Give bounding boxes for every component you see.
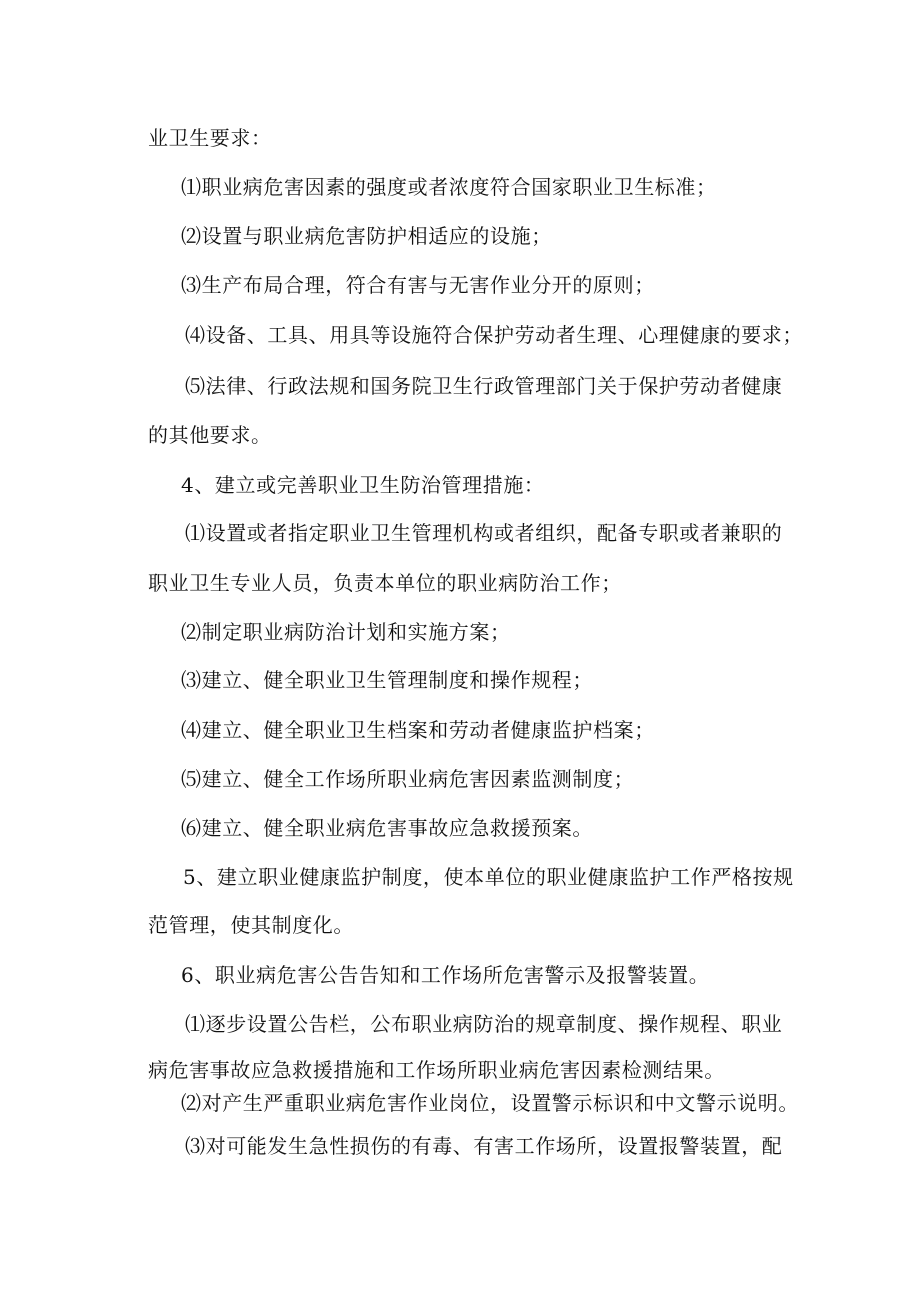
- text-line-1: 业卫生要求：: [148, 126, 272, 150]
- text-line-22: ⑶对可能发生急性损伤的有毒、有害工作场所，设置报警装置，配: [185, 1134, 783, 1158]
- text-line-10: 职业卫生专业人员，负责本单位的职业病防治工作；: [148, 571, 622, 595]
- text-line-4: ⑶生产布局合理，符合有害与无害作业分开的原则；: [181, 273, 655, 297]
- text-line-18: 6、职业病危害公告告知和工作场所危害警示及报警装置。: [181, 963, 710, 987]
- text-line-3: ⑵设置与职业病危害防护相适应的设施；: [181, 224, 552, 248]
- text-line-9: ⑴设置或者指定职业卫生管理机构或者组织，配备专职或者兼职的: [185, 521, 783, 545]
- text-line-8: 4、建立或完善职业卫生防治管理措施：: [181, 473, 545, 497]
- text-line-15: ⑹建立、健全职业病危害事故应急救援预案。: [181, 816, 593, 840]
- text-line-5: ⑷设备、工具、用具等设施符合保护劳动者生理、心理健康的要求；: [185, 323, 803, 347]
- text-line-12: ⑶建立、健全职业卫生管理制度和操作规程；: [181, 668, 593, 692]
- text-line-20: 病危害事故应急救援措施和工作场所职业病危害因素检测结果。: [148, 1058, 725, 1082]
- text-line-6: ⑸法律、行政法规和国务院卫生行政管理部门关于保护劳动者健康: [185, 374, 783, 398]
- text-line-17: 范管理，使其制度化。: [148, 913, 354, 937]
- text-line-16: 5、建立职业健康监护制度，使本单位的职业健康监护工作严格按规: [183, 865, 794, 889]
- text-line-19: ⑴逐步设置公告栏，公布职业病防治的规章制度、操作规程、职业: [185, 1012, 783, 1036]
- text-line-14: ⑸建立、健全工作场所职业病危害因素监测制度；: [181, 767, 635, 791]
- text-line-21: ⑵对产生严重职业病危害作业岗位，设置警示标识和中文警示说明。: [181, 1091, 799, 1115]
- text-line-7: 的其他要求。: [148, 423, 272, 447]
- text-line-11: ⑵制定职业病防治计划和实施方案；: [181, 620, 511, 644]
- text-line-13: ⑷建立、健全职业卫生档案和劳动者健康监护档案；: [181, 718, 655, 742]
- text-line-2: ⑴职业病危害因素的强度或者浓度符合国家职业卫生标准；: [181, 175, 717, 199]
